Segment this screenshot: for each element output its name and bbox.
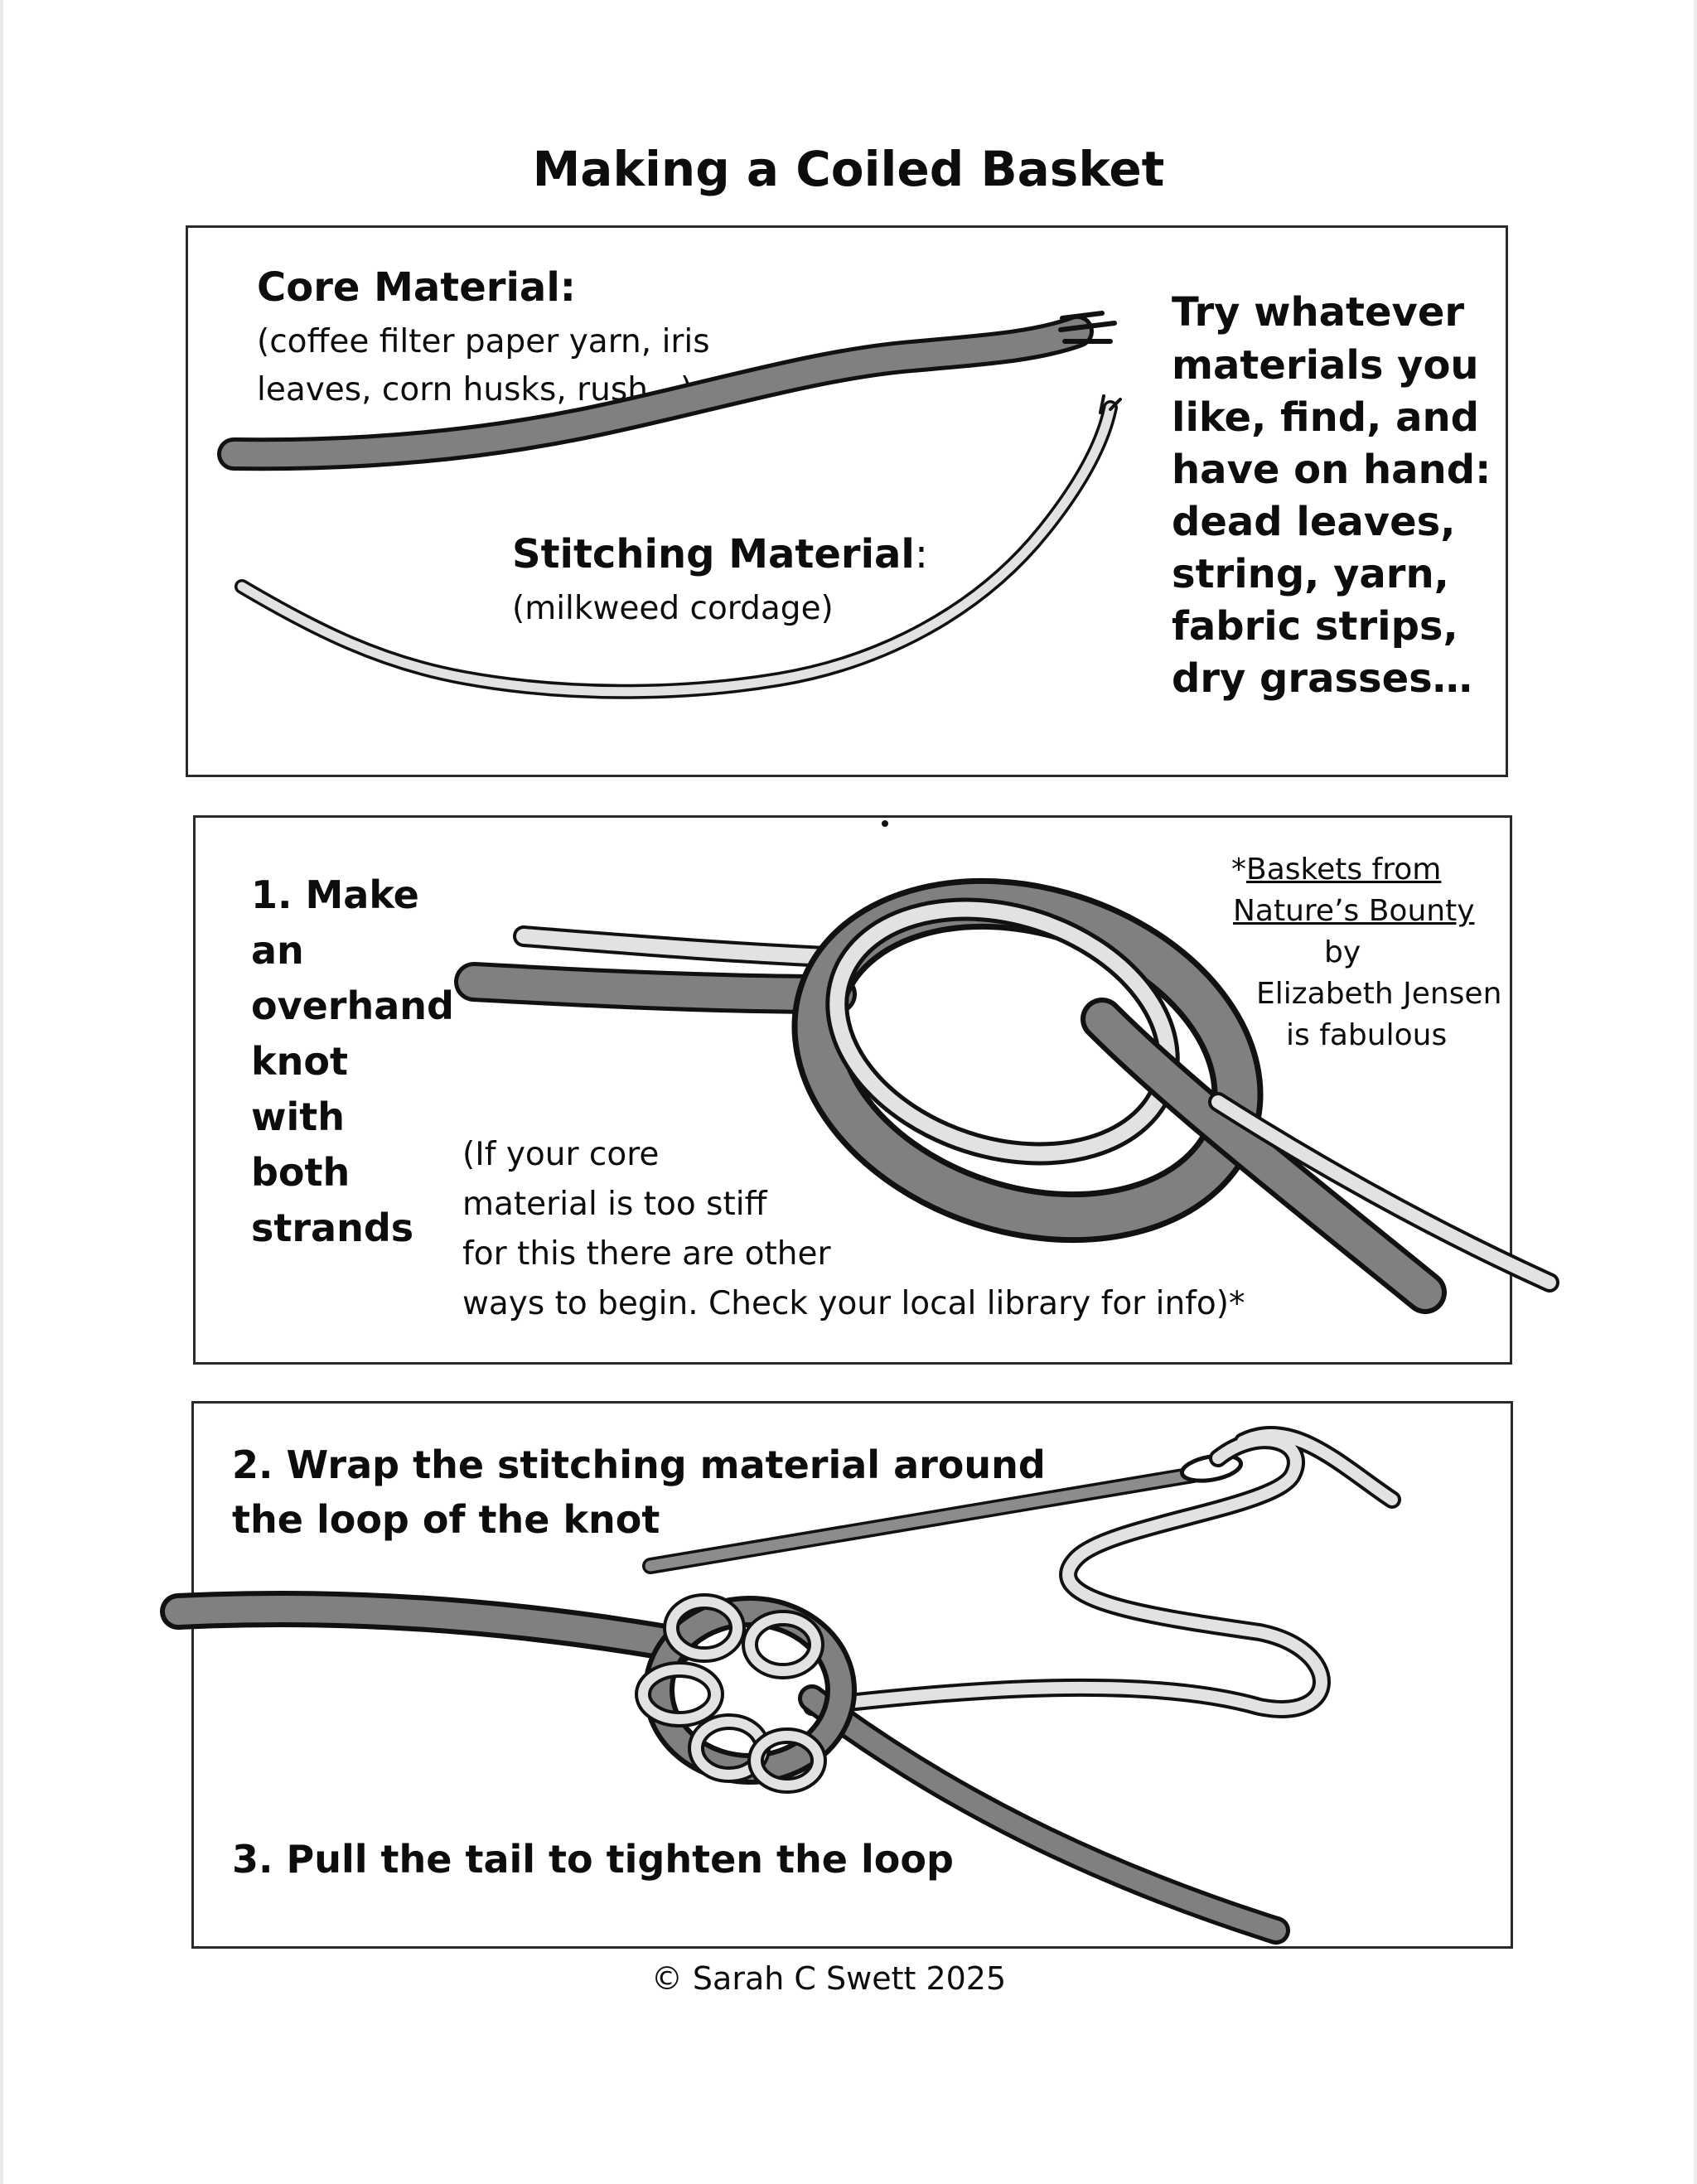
page-edge-right [1694, 0, 1697, 2184]
copyright-footer: © Sarah C Swett 2025 [650, 1960, 1007, 1997]
note-line: for this there are other [462, 1235, 831, 1273]
core-material-desc-line2: leaves, corn husks, rush…) [257, 371, 694, 408]
stitching-material-desc: (milkweed cordage) [512, 590, 834, 627]
book-title-text: Baskets from [1246, 853, 1442, 887]
materials-tip-line: string, yarn, [1172, 551, 1449, 597]
materials-tip-line: fabric strips, [1172, 603, 1458, 650]
page-edge-left [0, 0, 3, 2184]
note-line: (If your core [462, 1136, 660, 1173]
book-reference-tail: is fabulous [1286, 1018, 1448, 1052]
materials-tip-line: have on hand: [1172, 447, 1492, 493]
step1-line: 1. Make [251, 872, 419, 917]
book-title-line2: Nature’s Bounty [1233, 894, 1475, 928]
book-author: Elizabeth Jensen [1256, 977, 1502, 1011]
step1-line: with [251, 1094, 346, 1139]
stitching-material-colon: : [914, 531, 929, 577]
page-title: Making a Coiled Basket [532, 141, 1165, 197]
step1-line: knot [251, 1039, 348, 1084]
stitching-material-heading-text: Stitching Material [512, 531, 915, 577]
note-line: ways to begin. Check your local library for info)* [462, 1285, 1245, 1322]
materials-tip-line: dry grasses… [1172, 655, 1472, 702]
materials-tip-line: like, find, and [1172, 394, 1480, 441]
book-title-line1 [1231, 849, 1441, 891]
reference-star: * [1231, 853, 1246, 887]
step2-line2: the loop of the knot [232, 1497, 660, 1542]
core-material-heading: Core Material: [257, 264, 576, 311]
book-by: by [1324, 935, 1361, 969]
stitching-material-heading [512, 528, 928, 581]
step1-line: overhand [251, 983, 454, 1028]
materials-tip-line: dead leaves, [1172, 499, 1456, 545]
step1-line: an [251, 928, 304, 973]
materials-tip-line: materials you [1172, 342, 1479, 389]
step2-line1: 2. Wrap the stitching material around [232, 1442, 1046, 1487]
step1-line: strands [251, 1206, 414, 1250]
materials-tip-line: Try whatever [1172, 289, 1465, 336]
step3-text: 3. Pull the tail to tighten the loop [232, 1837, 954, 1882]
core-material-desc-line1: (coffee filter paper yarn, iris [257, 323, 710, 360]
note-line: material is too stiff [462, 1186, 767, 1223]
step1-line: both [251, 1150, 351, 1195]
